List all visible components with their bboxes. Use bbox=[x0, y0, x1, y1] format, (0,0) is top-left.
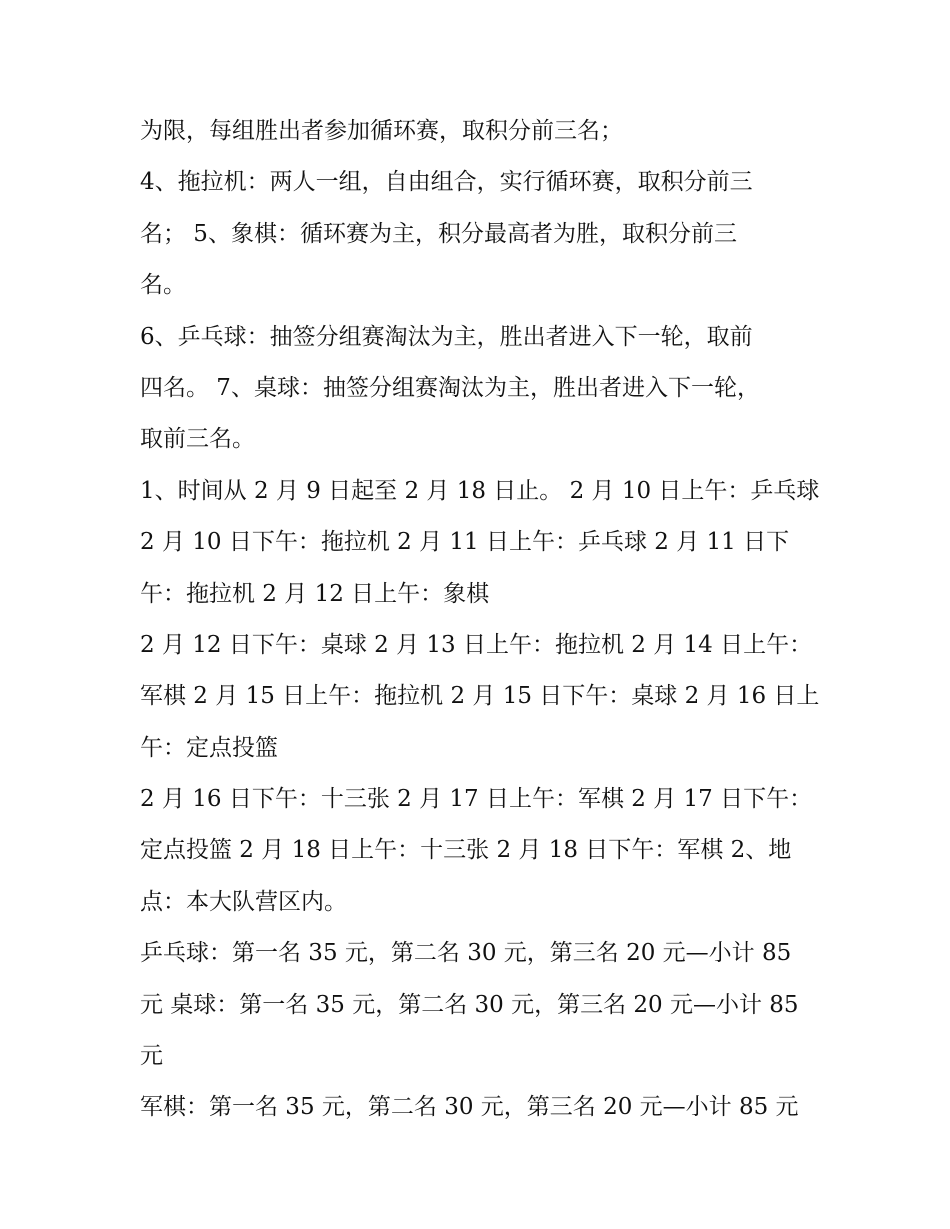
text-line: 名。 bbox=[140, 272, 186, 299]
text-line: 为限，每组胜出者参加循环赛，取积分前三名； bbox=[140, 118, 623, 144]
text-line: 午：拖拉机 2 月 12 日上午：象棋 bbox=[140, 580, 490, 607]
text-line: 军棋：第一名 35 元，第二名 30 元，第三名 20 元—小计 85 元 bbox=[140, 1094, 799, 1121]
text-line: 名； 5、象棋：循环赛为主，积分最高者为胜，取积分前三 bbox=[140, 220, 737, 247]
text-line: 元 bbox=[140, 1043, 163, 1070]
text-line: 乒乓球：第一名 35 元，第二名 30 元，第三名 20 元—小计 85 bbox=[140, 940, 792, 967]
text-line: 6、乒乓球：抽签分组赛淘汰为主，胜出者进入下一轮，取前 bbox=[140, 323, 753, 350]
text-line: 4、拖拉机：两人一组，自由组合，实行循环赛，取积分前三 bbox=[140, 169, 753, 196]
text-line: 2 月 12 日下午：桌球 2 月 13 日上午：拖拉机 2 月 14 日上午： bbox=[140, 631, 813, 658]
text-line: 2 月 16 日下午：十三张 2 月 17 日上午：军棋 2 月 17 日下午： bbox=[140, 786, 813, 813]
text-line: 午：定点投篮 bbox=[140, 734, 278, 761]
text-line: 军棋 2 月 15 日上午：拖拉机 2 月 15 日下午：桌球 2 月 16 日上 bbox=[140, 683, 820, 710]
text-line: 取前三名。 bbox=[140, 426, 255, 453]
text-line: 1、时间从 2 月 9 日起至 2 月 18 日止。 2 月 10 日上午：乒乓球 bbox=[140, 477, 820, 504]
text-line: 定点投篮 2 月 18 日上午：十三张 2 月 18 日下午：军棋 2、地 bbox=[140, 837, 792, 864]
text-line: 四名。 7、桌球：抽签分组赛淘汰为主，胜出者进入下一轮， bbox=[140, 374, 760, 401]
document-body bbox=[140, 106, 820, 1134]
text-line: 点：本大队营区内。 bbox=[140, 888, 347, 915]
text-line: 元 桌球：第一名 35 元，第二名 30 元，第三名 20 元—小计 85 bbox=[140, 991, 799, 1018]
text-line: 2 月 10 日下午：拖拉机 2 月 11 日上午：乒乓球 2 月 11 日下 bbox=[140, 529, 790, 556]
